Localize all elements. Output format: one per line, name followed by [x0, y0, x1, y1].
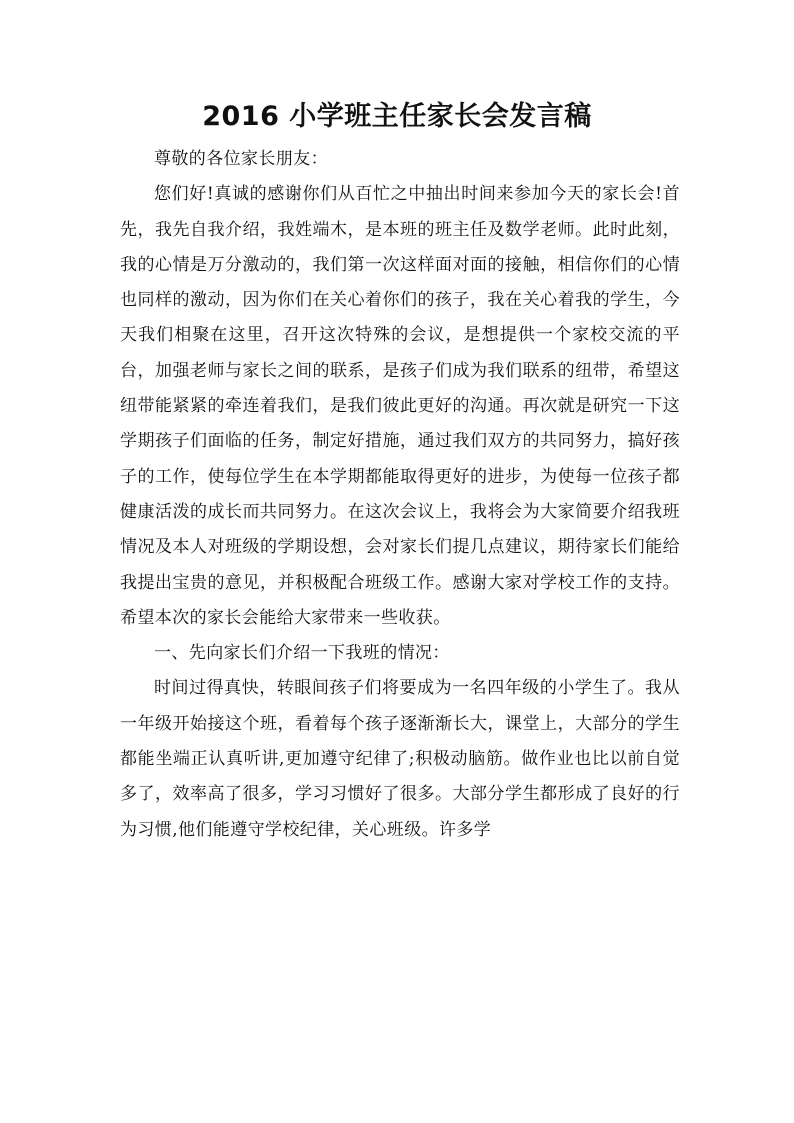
class-situation-paragraph: 时间过得真快，转眼间孩子们将要成为一名四年级的小学生了。我从一年级开始接这个班，看着每个孩子逐渐渐长大，课堂上，大部分的学生都能坐端正认真听讲,更加遵守纪律了;积极动脑筋。做作业也比以前自觉多了，效率高了很多，学习习惯好了很多。大部分学生都形成了良好的行为习惯,他们能遵守学校纪律，关心班级。许多学 — [120, 678, 680, 840]
section-heading-paragraph: 一、先向家长们介绍一下我班的情况： — [154, 643, 450, 664]
salutation-paragraph: 尊敬的各位家长朋友： — [154, 149, 328, 169]
opening-paragraph: 您们好!真诚的感谢你们从百忙之中抽出时间来参加今天的家长会!首先，我先自我介绍，我姓端木，是本班的班主任及数学老师。此时此刻，我的心情是万分激动的，我们第一次这样面对面的接触，相信你们的心情也同样的激动，因为你们在关心着你们的孩子，我在关心着我的学生，今天我们相聚在这里，召开这次特殊的会议，是想提供一个家校交流的平台，加强老师与家长之间的联系，是孩子们成为我们联系的纽带，希望这纽带能紧紧的牵连着我们，是我们彼此更好的沟通。再次就是研究一下这学期孩子们面临的任务，制定好措施，通过我们双方的共同努力，搞好孩子的工作，使每位学生在本学期都能取得更好的进步，为使每一位孩子都健康活泼的成长而共同努力。在这次会议上，我将会为大家简要介绍我班情况及本人对班级的学期设想，会对家长们提几点建议，期待家长们能给我提出宝贵的意见，并积极配合班级工作。感谢大家对学校工作的支持。希望本次的家长会能给大家带来一些收获。 — [120, 184, 680, 628]
document-body — [120, 142, 680, 848]
document-title: 2016 小学班主任家长会发言稿 — [202, 101, 592, 132]
